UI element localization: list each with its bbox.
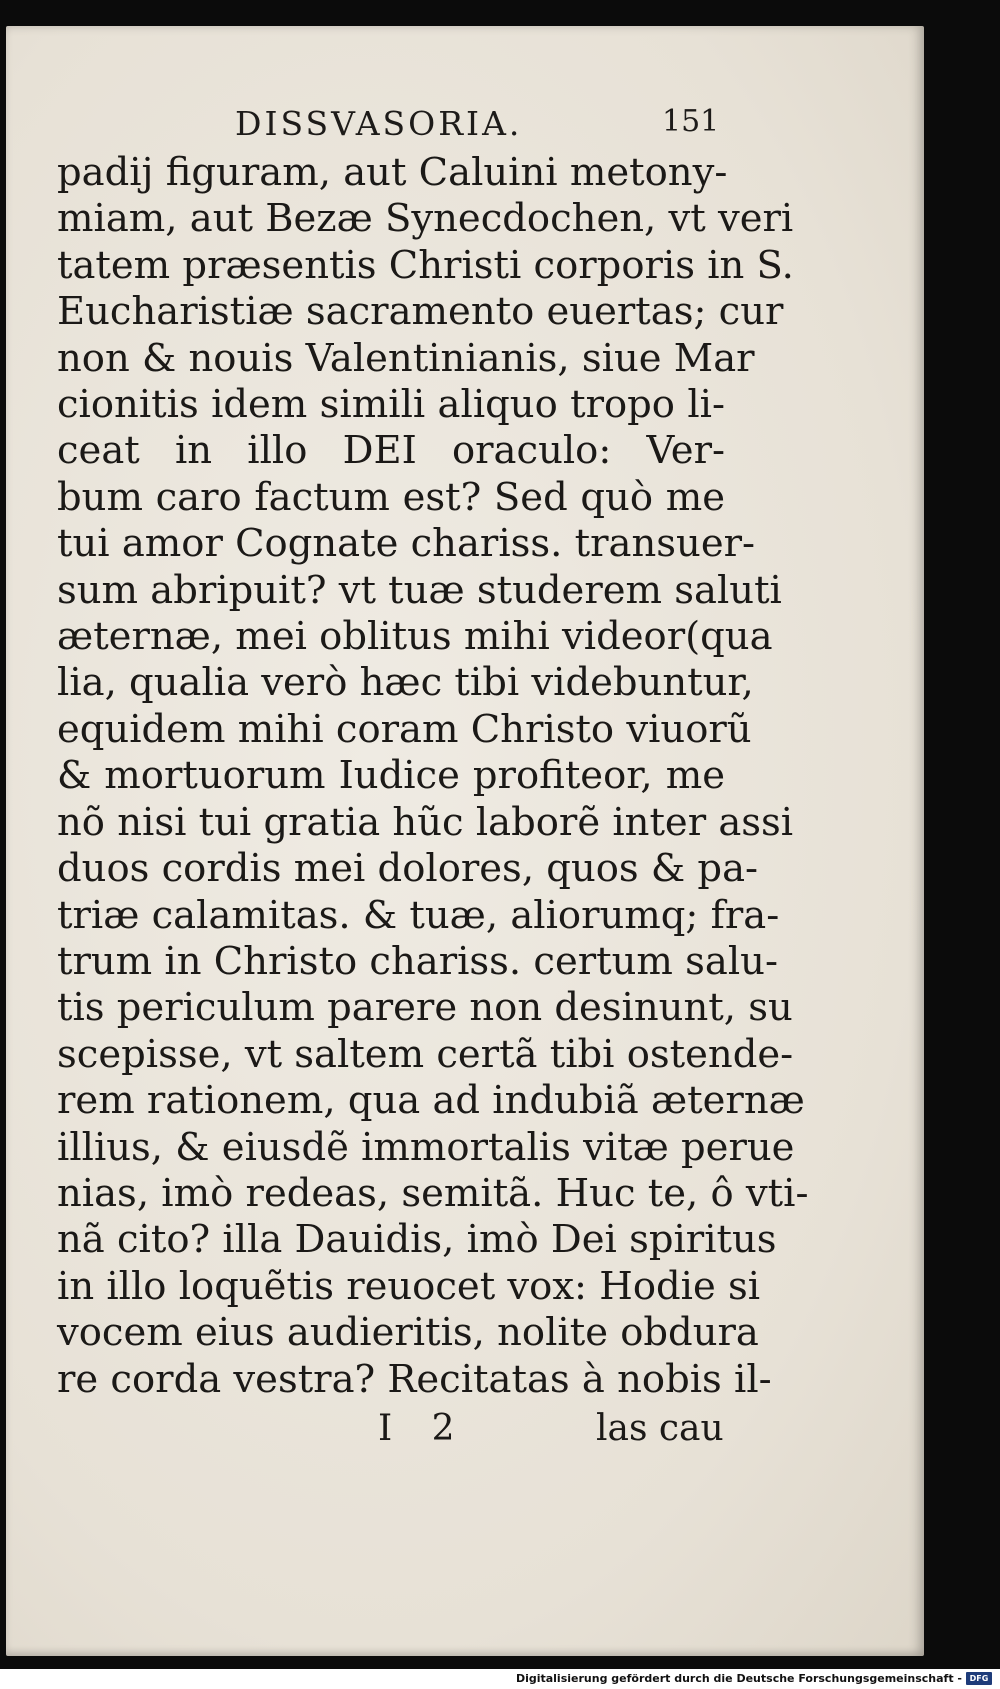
- text-line: duos cordis mei dolores, quos & pa-: [57, 846, 759, 892]
- text-line: in illo loquẽtis reuocet vox: Hodie si: [57, 1263, 761, 1309]
- footer-bar: [0, 1669, 1000, 1689]
- running-head: [0, 104, 1000, 150]
- text-line: tatem præsentis Christi corporis in S.: [57, 242, 794, 288]
- text-line: trum in Christo chariss. certum salu-: [57, 938, 778, 984]
- text-line: tui amor Cognate chariss. transuer-: [57, 521, 756, 567]
- text-line: bum caro factum est? Sed quò me: [57, 474, 725, 520]
- text-line: illius, & eiusdẽ immortalis vitæ perue: [57, 1124, 795, 1170]
- text-line: equidem mihi coram Christo viuorũ: [57, 706, 752, 752]
- text-line: miam, aut Bezæ Synecdochen, vt veri: [57, 196, 794, 242]
- text-line: æternæ, mei oblitus mihi videor(qua: [57, 614, 773, 660]
- text-line: Eucharistiæ sacramento euertas; cur: [57, 289, 784, 335]
- text-line: rem rationem, qua ad indubiã æternæ: [57, 1078, 805, 1124]
- text-line: non & nouis Valentinianis, siue Mar: [57, 335, 755, 381]
- signature-mark: I 2: [378, 1408, 469, 1449]
- text-line: nias, imò redeas, semitã. Huc te, ô vti-: [57, 1170, 809, 1216]
- text-line: vocem eius audieritis, nolite obdura: [57, 1310, 759, 1356]
- text-line: re corda vestra? Recitatas à nobis il-: [57, 1356, 772, 1402]
- text-line: nõ nisi tui gratia hũc laborẽ inter assi: [57, 799, 794, 845]
- text-line: cionitis idem simili aliquo tropo li-: [57, 382, 725, 428]
- text-line: triæ calamitas. & tuæ, aliorumq; fra-: [57, 892, 780, 938]
- text-line: padij figuram, aut Caluini metony-: [57, 150, 728, 195]
- running-title: DISSVASORIA.: [235, 104, 523, 143]
- text-line: scepisse, vt saltem certã tibi ostende-: [57, 1031, 794, 1077]
- footer-credit: Digitalisierung gefördert durch die Deutsche Forschungsgemeinschaft -: [515, 1672, 962, 1685]
- page-number: 151: [662, 104, 720, 139]
- dfg-logo-icon: DFG: [966, 1672, 992, 1685]
- text-line: lia, qualia verò hæc tibi videbuntur,: [57, 660, 754, 706]
- text-line: & mortuorum Iudice profiteor, me: [57, 753, 725, 799]
- text-line: ceat in illo DEI oraculo: Ver-: [57, 428, 725, 474]
- signature-line: [0, 1408, 1000, 1458]
- text-line: nã cito? illa Dauidis, imò Dei spiritus: [57, 1217, 777, 1263]
- body-text: [57, 150, 809, 1403]
- text-line: tis periculum parere non desinunt, su: [57, 985, 793, 1031]
- text-line: sum abripuit? vt tuæ studerem saluti: [57, 567, 782, 613]
- catchword: las cau: [596, 1408, 724, 1449]
